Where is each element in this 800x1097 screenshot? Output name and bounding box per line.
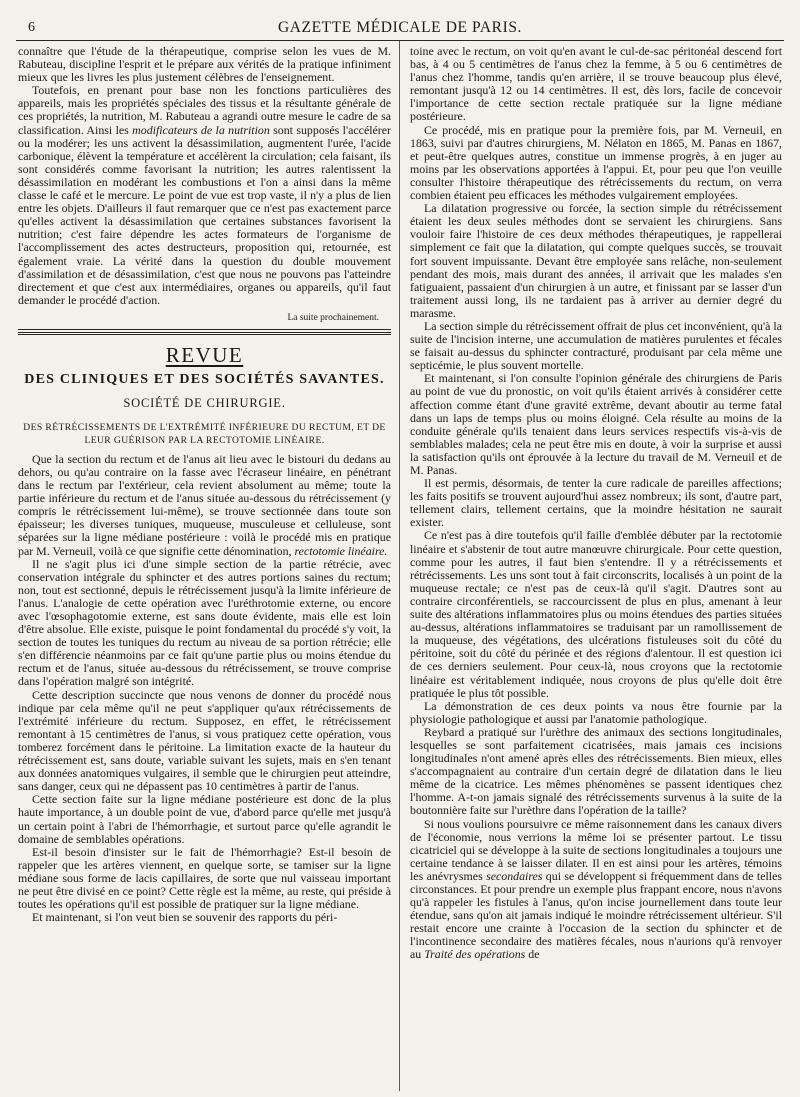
page-header <box>16 14 784 41</box>
text-run: de <box>525 947 540 962</box>
divider <box>18 329 391 330</box>
left-column <box>16 41 400 1091</box>
section-title: REVUE <box>165 342 244 367</box>
right-column <box>400 41 784 1091</box>
society-heading: SOCIÉTÉ DE CHIRURGIE. <box>123 395 286 410</box>
italic-term: secondaires <box>486 868 543 883</box>
paragraph: Est-il besoin d'insister sur le fait de l'hémorrhagie? Est-il besoin de rappeler que les artères viennent, en quelque sorte, se tamiser sur la ligne médiane sous forme de lacis capillaires, de sorte que nul vaisseau important ne peut être divisé en ce point? Cette règle est la même, au reste, qui préside à toutes les opérations qu'il est possible de pratiquer sur la ligne médiane. <box>18 844 391 912</box>
paragraph: Il est permis, désormais, de tenter la cure radicale de pareilles affections; les faits positifs se trouvent aujourd'hui assez nombreux; ils sont, d'autre part, tellement clairs, tellement certains, que la moindre hésitation ne saurait exister. <box>410 476 782 530</box>
paragraph: Cette section faite sur la ligne médiane postérieure est donc de la plus haute importance, à un double point de vue, d'abord parce qu'elle met jusqu'à un certain point à l'abri de l'hémorrhagie, et surtout parce qu'elle agrandit le domaine de semblables opérations. <box>18 792 391 846</box>
paragraph <box>410 818 782 962</box>
to-be-continued: La suite prochainement. <box>287 312 379 323</box>
paragraph: Ce procédé, mis en pratique pour la première fois, par M. Verneuil, en 1863, suivi par d'autres chirurgiens, M. Nélaton en 1865, M. Panas en 1867, et peut-être quelques autres, constitue un immense progrès, à en juger au moins par les observations apportées à l'appui. Et, pour peu que l'on veuille consulter l'histoire thérapeutique des rétrécissements du rectum, on verra combien étaient peu efficaces les méthodes vulgairement employées. <box>410 122 782 203</box>
italic-term: rectotomie linéaire. <box>294 543 388 558</box>
journal-title: GAZETTE MÉDICALE DE PARIS. <box>277 19 523 36</box>
paragraph: Reybard a pratiqué sur l'urèthre des animaux des sections longitudinales, lesquelles se sont parfaitement cicatrisées, mais jamais ces incisions longitudinales n'ont amené après elles des rétrécissements. Bien mieux, elles s'accompagnaient au contraire d'un certain degré de dilatation dans le lieu même de la cicatrice. Les mêmes phénomènes se passent identiques chez l'homme. A-t-on jamais signalé des rétrécissements survenus à la suite de la boutonnière faite sur l'urèthre dans l'opération de la taille? <box>410 724 782 818</box>
paragraph: La section simple du rétrécissement offrait de plus cet inconvénient, qu'à la suite de l'incision interne, une accumulation de matières purulentes et fécales se faisait au-dessus du sphincter contracturé, produisant par cela même une septicémie, le plus souvent mortelle. <box>410 318 782 373</box>
italic-term: Traité des opérations <box>424 947 526 962</box>
divider-double <box>18 332 391 335</box>
columns <box>16 41 784 1091</box>
text-run: sont supposés l'accélérer ou la modérer; les uns activent la désassimilation, augmentent l'urée, l'acide carbonique, élèvent la température et accélèrent la circulation; cela faisant, ils sont considérés comme favorisant la nutrition; les autres ralentissent la désassimilation en modérant les combustions et l'on a ainsi dans la même classe le café et le mercure. Le point de vue est trop vaste, il n'y a plus de lien entre les objets. D'ailleurs il faut remarquer que ce n'est pas exactement parce qu'elles activent la désassimilation que certaines substances favorisent la nutrition; c'est faire dépendre les actes formateurs de l'organisme de l'accomplissement des actes destructeurs, proposition qui, retournée, est également vraie. La vérité dans la question du double mouvement d'assimilation et de désassimilation, c'est que nous ne pouvons pas l'atteindre directement et que c'est aux intermédiaires, organes ou appareils, qu'il faut demander le procédé d'action. <box>18 122 392 307</box>
section-subtitle: DES CLINIQUES ET DES SOCIÉTÉS SAVANTES. <box>24 371 385 387</box>
text-run: qui se développent si fréquemment dans de telles circonstances. Et pour prendre un exemple plus frappant encore, nous n'avons qu'à rappeler les fistules à l'anus, qu'on incise journellement dans toute leur étendue, sans qu'on ait jamais indiqué le moindre rétrécissement ultérieur. S'il restait encore une crainte à l'occasion de la section du sphincter et de l'incontinence secondaire des matières fécales, nous n'aurions qu'à renvoyer au <box>410 868 782 962</box>
paragraph: La démonstration de ces deux points va nous être fournie par la physiologie pathologique et aussi par l'anatomie pathologique. <box>410 698 782 726</box>
text-run: Si nous voulions poursuivre ce même raisonnement dans les canaux divers de l'économie, nous verrions la même loi se présenter partout. Le tissu cicatriciel qui se développe à la suite de sections longitudinales a toujours une certaine tendance à se laisser dilater. Il en est ainsi pour les artères, témoins les anévrysmes <box>410 816 782 883</box>
paragraph: Ce n'est pas à dire toutefois qu'il faille d'emblée débuter par la rectotomie linéaire et s'abstenir de tout autre manœuvre chirurgicale. Pour cette question, comme pour les autres, il faut bien s'entendre. Il y a rétrécissements et rétrécissements. Les uns sont tout à fait circonscrits, localisés à un point de la muqueuse rectale; ce n'est pas de ceux-là qu'il s'agit. D'autres sont au contraire circonférentiels, se raccourcissent de plus en plus, amenant à leur suite des altérations inflammatoires plus ou moins étendues des parties situées au-dessus, altérations inflammatoires se traduisant par un ramollissement de la muqueuse, des végétations, des ulcérations fistuleuses soit du côté du péritoine, soit du côté du périnée et des régions d'alentour. Il est question ici de ces derniers seulement. Pour ceux-là, nous croyons que la rectotomie linéaire est véritablement indiquée, nous croyons de plus qu'elle doit être pratiquée le plus tôt possible. <box>410 528 782 700</box>
paragraph: Et maintenant, si l'on consulte l'opinion générale des chirurgiens de Paris au point de vue du pronostic, on voit qu'ils étaient arrivés à considérer cette affection comme étant d'une gravité extrême, devant aboutir au terme fatal dans un laps de temps plus ou moins éloigné. Cela résulte au moins de la conduite générale qu'ils tenaient dans leurs services respectifs vis-à-vis de semblables malades; cela ne peut être mis en doute, à voir la surprise et aussi la satisfaction qu'ils ont éprouvée à la lecture du travail de M. Verneuil et de M. Panas. <box>410 371 782 477</box>
paragraph: Il ne s'agit plus ici d'une simple section de la partie rétrécie, avec conservation intégrale du sphincter et des autres portions saines du rectum; non, tout est sectionné, depuis le rétrécissement jusqu'à la limite inférieure de l'anus. L'analogie de cette opération avec l'uréthrotomie externe, ou encore avec l'œsophagotomie externe, est sans doute évidente, mais elle est loin d'être absolue. Elle existe, puisque le point fondamental du procédé s'y voit, la section de toutes les tuniques du rectum au niveau de sa portion rétrécie; elle s'en différencie néanmoins par ce fait qu'une partie plus ou moins étendue du rectum et de l'anus, située au-dessous du rétrécissement, se trouve comprise dans l'opération malgré son intégrité. <box>18 556 391 689</box>
paragraph: Et maintenant, si l'on veut bien se souvenir des rapports du péri- <box>32 910 338 925</box>
paragraph: connaître que l'étude de la thérapeutique, comprise selon les vues de M. Rabuteau, discipline l'esprit et le prépare aux vérités de la pratique infiniment mieux que les livres les plus justement célèbres de l'enseignement. <box>18 44 391 85</box>
paragraph <box>18 453 391 558</box>
paragraph <box>18 84 391 307</box>
page-number: 6 <box>28 20 35 35</box>
paragraph: La dilatation progressive ou forcée, la section simple du rétrécissement étaient les deux seules méthodes dont se servaient les chirurgiens. Sans vouloir faire l'histoire de ces deux méthodes thérapeutiques, je rappellerai simplement ce fait que la dilatation, qui compte quelques succès, se trouvait fort souvent impuissante. Devant être employée sans relâche, non-seulement pendant des mois, mais durant des années, il arrivait que les malades s'en fatiguaient, passaient d'un chirurgien à un autre, et finissant par se lasser d'un traitement aussi long, ils ne tardaient pas à arriver au dernier degré du marasme. <box>410 201 782 320</box>
article-title: DES RÉTRÉCISSEMENTS DE L'EXTRÉMITÉ INFÉRIEURE DU RECTUM, ET DE LEUR GUÉRISON PAR LA RECTOTOMIE LINÉAIRE. <box>23 421 386 446</box>
paragraph: Cette description succincte que nous venons de donner du procédé nous indique par cela même qu'il ne peut s'appliquer qu'aux rétrécissements de l'extrémité inférieure du rectum. Supposez, en effet, le rétrécissement remontant à 15 centimètres de l'anus, si vous pratiquez cette opération, vous tomberez forcément dans le péritoine. La limitation exacte de la hauteur du rétrécissement est, sans doute, variable suivant les sujets, mais en s'en tenant aux données anatomiques vulgaires, il semble que le chirurgien peut atteindre, sans danger, ceux qui ne dépassent pas 10 centimètres à partir de l'anus. <box>18 687 391 794</box>
text-run: Toutefois, en prenant pour base non les fonctions particulières des appareils, mais les propriétés spéciales des tissus et la résultante générale de ces propriétés, la nutrition, M. Rabuteau a agrandi outre mesure le cadre de sa classification. Ainsi les <box>18 83 391 137</box>
italic-term: modificateurs de la nutrition <box>132 122 270 137</box>
paragraph: toine avec le rectum, on voit qu'en avant le cul-de-sac péritonéal descend fort bas, à 4 ou 5 centimètres de l'anus chez la femme, à 5 ou 6 centimètres de l'anus chez l'homme, tandis qu'en arrière, il se trouve beaucoup plus élevé, remontant jusqu'à 12 ou 14 centimètres. Il est, dès lors, facile de concevoir l'importance de cette section rectale pratiquée sur la ligne médiane postérieure. <box>410 44 782 124</box>
text-run: Que la section du rectum et de l'anus ait lieu avec le bistouri du dedans au dehors, ou qu'au contraire on la fasse avec l'écraseur linéaire, en pénétrant dans le rectum par l'extérieur, cela revient absolument au même; toute la partie inférieure du rectum et de l'anus située au-dessous du rétrécissement (y compris le rétrécissement lui-même), se trouve sectionnée dans toute son épaisseur; les diverses tuniques, muqueuse, musculeuse et celluleuse, sont séparées sur la ligne médiane postérieure : voilà le procédé mis en pratique par M. Verneuil, voilà ce que signifie cette dénomination, <box>18 451 391 558</box>
